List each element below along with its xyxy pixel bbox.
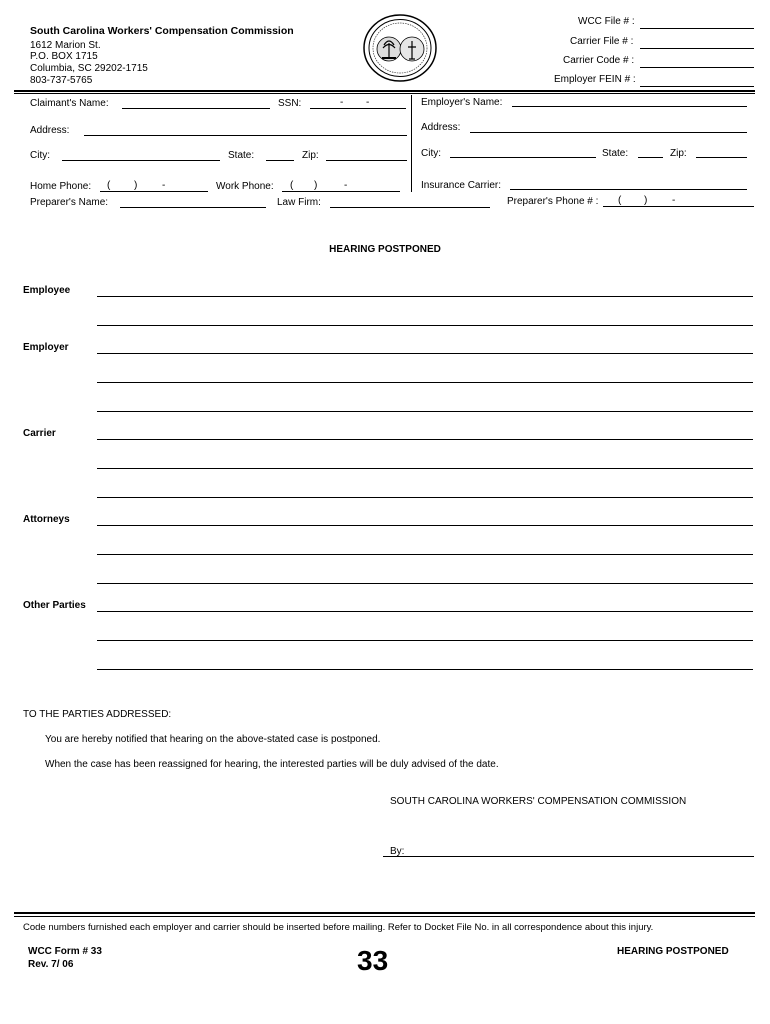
other-parties-line[interactable] <box>97 669 753 670</box>
employer-address-field[interactable] <box>470 132 747 133</box>
preparer-phone-label: Preparer's Phone # : <box>507 196 599 207</box>
ssn-separator: - <box>340 97 344 108</box>
carrier-code-field[interactable] <box>640 67 754 68</box>
column-divider <box>411 95 412 192</box>
employer-name-field[interactable] <box>512 106 747 107</box>
ssn-field[interactable] <box>310 108 406 109</box>
signature-line[interactable] <box>383 856 754 857</box>
section-carrier-label: Carrier <box>23 428 56 439</box>
carrier-line[interactable] <box>97 497 753 498</box>
work-phone-label: Work Phone: <box>216 181 274 192</box>
agency-name: South Carolina Workers' Compensation Commission <box>30 25 294 37</box>
home-phone-paren-open: ( <box>107 180 111 191</box>
carrier-file-label: Carrier File # : <box>570 36 634 47</box>
law-firm-label: Law Firm: <box>277 197 321 208</box>
footer-divider <box>14 912 755 914</box>
notice-addressee: TO THE PARTIES ADDRESSED: <box>23 709 172 720</box>
claimant-zip-field[interactable] <box>326 160 407 161</box>
employer-line[interactable] <box>97 411 753 412</box>
agency-address-line1: 1612 Marion St. <box>30 40 101 51</box>
employer-fein-field[interactable] <box>640 86 754 87</box>
footer-revision: Rev. 7/ 06 <box>28 959 74 970</box>
signature-by-label: By: <box>390 846 405 857</box>
preparer-phone-paren-open: ( <box>618 195 622 206</box>
employer-state-label: State: <box>602 148 629 159</box>
claimant-name-field[interactable] <box>122 108 270 109</box>
claimant-zip-label: Zip: <box>302 150 319 161</box>
claimant-city-label: City: <box>30 150 50 161</box>
employer-line[interactable] <box>97 382 753 383</box>
claimant-city-field[interactable] <box>62 160 220 161</box>
agency-address-line2: P.O. BOX 1715 <box>30 51 98 62</box>
claimant-address-field[interactable] <box>84 135 407 136</box>
work-phone-dash: - <box>344 180 348 191</box>
preparer-phone-dash: - <box>672 195 676 206</box>
employer-state-field[interactable] <box>638 157 663 158</box>
section-employer-label: Employer <box>23 342 69 353</box>
other-parties-line[interactable] <box>97 640 753 641</box>
header-divider-thin <box>14 93 755 94</box>
attorneys-line[interactable] <box>97 583 753 584</box>
notice-paragraph-2: When the case has been reassigned for hearing, the interested parties will be duly advised of the date. <box>45 759 499 770</box>
footer-divider-thin <box>14 916 755 917</box>
home-phone-field[interactable] <box>100 191 208 192</box>
home-phone-dash: - <box>162 180 166 191</box>
employer-zip-label: Zip: <box>670 148 687 159</box>
form-title: HEARING POSTPONED <box>329 244 441 255</box>
footer-instructions: Code numbers furnished each employer and carrier should be inserted before mailing. Refer to Docket File No. in all correspondence about this injury. <box>23 922 654 933</box>
claimant-state-field[interactable] <box>266 160 294 161</box>
insurance-carrier-label: Insurance Carrier: <box>421 180 502 191</box>
attorneys-line[interactable] <box>97 554 753 555</box>
claimant-address-label: Address: <box>30 125 70 136</box>
wcc-file-label: WCC File # : <box>578 16 635 27</box>
notice-paragraph-1: You are hereby notified that hearing on the above-stated case is postponed. <box>45 734 381 745</box>
preparer-name-label: Preparer's Name: <box>30 197 109 208</box>
employer-line[interactable] <box>97 353 753 354</box>
section-other-parties-label: Other Parties <box>23 600 86 611</box>
section-employee-label: Employee <box>23 285 71 296</box>
header-divider <box>14 90 755 92</box>
section-attorneys-label: Attorneys <box>23 514 70 525</box>
wcc-file-field[interactable] <box>640 28 754 29</box>
claimant-state-label: State: <box>228 150 255 161</box>
state-seal-icon <box>362 13 438 83</box>
carrier-line[interactable] <box>97 439 753 440</box>
carrier-file-field[interactable] <box>640 48 754 49</box>
other-parties-line[interactable] <box>97 611 753 612</box>
ssn-label: SSN: <box>278 98 302 109</box>
employer-city-label: City: <box>421 148 441 159</box>
home-phone-label: Home Phone: <box>30 181 92 192</box>
employee-line[interactable] <box>97 325 753 326</box>
work-phone-field[interactable] <box>282 191 400 192</box>
work-phone-paren-open: ( <box>290 180 294 191</box>
preparer-phone-field[interactable] <box>603 206 754 207</box>
agency-address-line3: Columbia, SC 29202-1715 <box>30 63 148 74</box>
employer-name-label: Employer's Name: <box>421 97 503 108</box>
insurance-carrier-field[interactable] <box>510 189 747 190</box>
footer-form-number: WCC Form # 33 <box>28 946 102 957</box>
footer-form-title: HEARING POSTPONED <box>617 946 729 957</box>
carrier-code-label: Carrier Code # : <box>563 55 635 66</box>
employer-city-field[interactable] <box>450 157 596 158</box>
preparer-phone-paren-close: ) <box>644 195 648 206</box>
employer-address-label: Address: <box>421 122 461 133</box>
employer-fein-label: Employer FEIN # : <box>554 74 636 85</box>
law-firm-field[interactable] <box>330 207 490 208</box>
claimant-name-label: Claimant's Name: <box>30 98 109 109</box>
carrier-line[interactable] <box>97 468 753 469</box>
work-phone-paren-close: ) <box>314 180 318 191</box>
attorneys-line[interactable] <box>97 525 753 526</box>
preparer-name-field[interactable] <box>120 207 266 208</box>
signature-organization: SOUTH CAROLINA WORKERS' COMPENSATION COMMISSION <box>390 796 687 807</box>
footer-big-number: 33 <box>357 945 389 976</box>
home-phone-paren-close: ) <box>134 180 138 191</box>
employer-zip-field[interactable] <box>696 157 747 158</box>
employee-line[interactable] <box>97 296 753 297</box>
ssn-separator: - <box>366 97 370 108</box>
agency-phone: 803-737-5765 <box>30 75 93 86</box>
